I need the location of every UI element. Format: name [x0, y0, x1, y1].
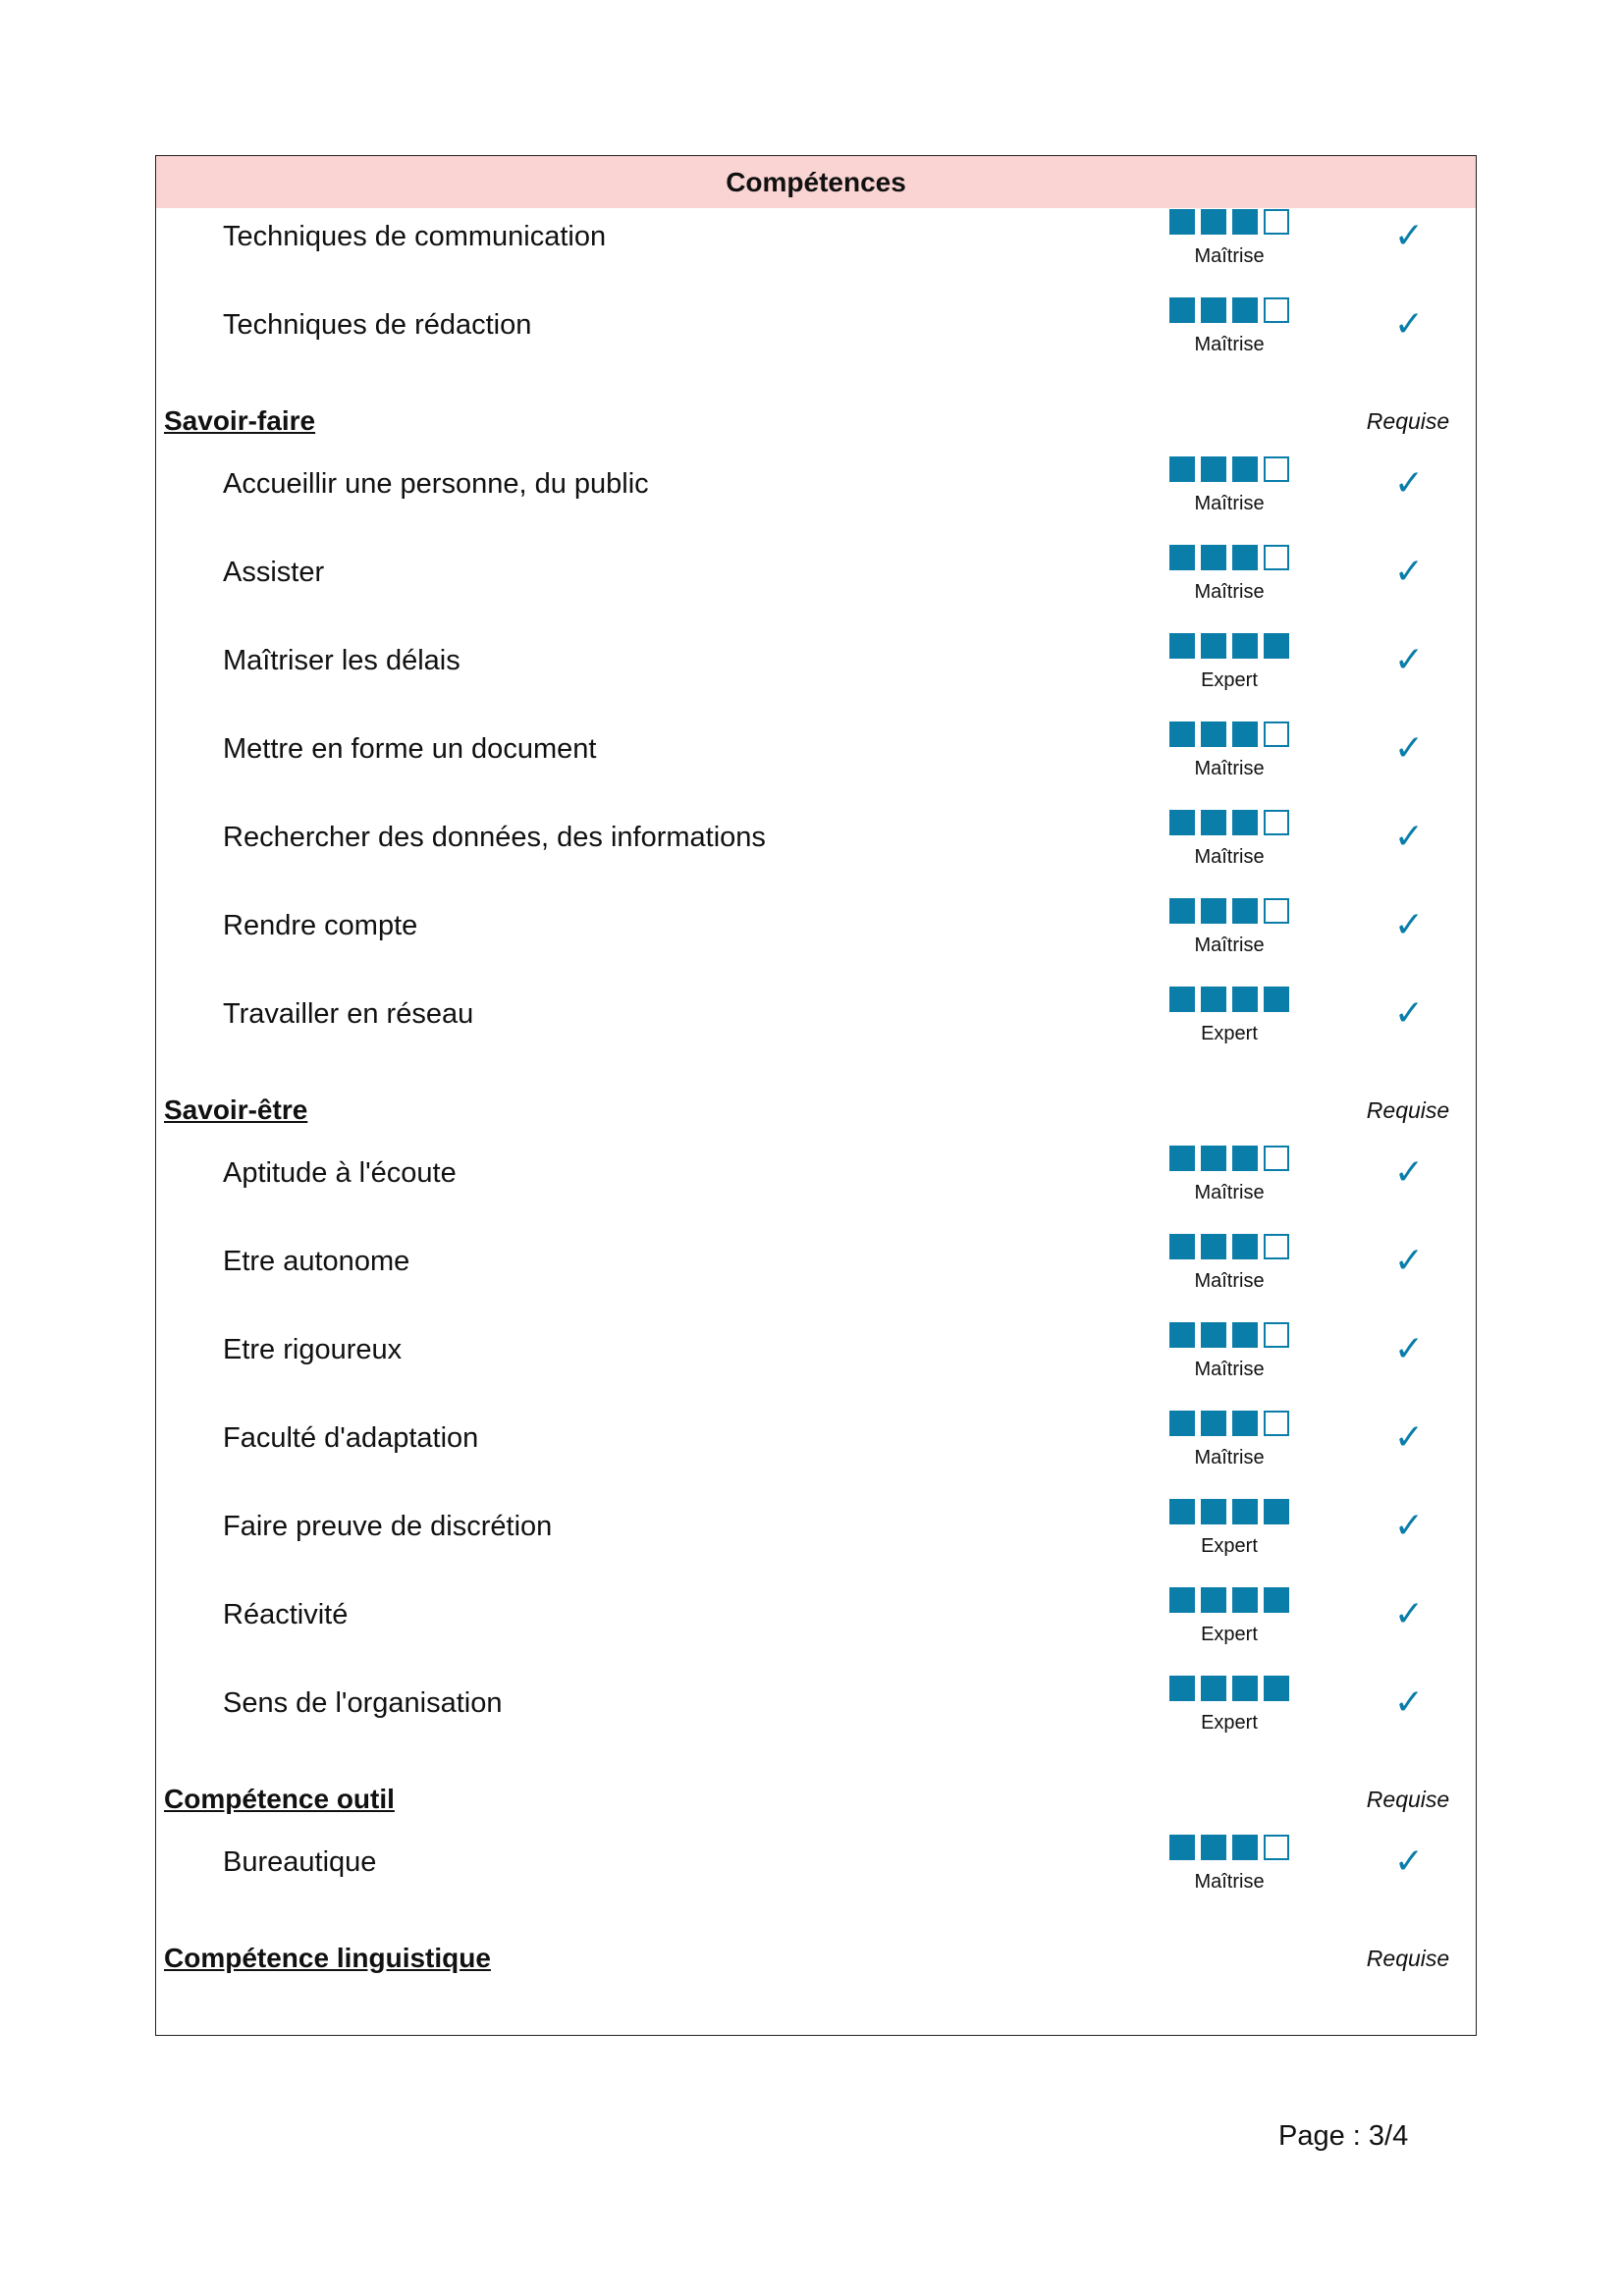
- level-indicator: [1166, 633, 1292, 692]
- competence-row: [156, 640, 1476, 725]
- level-square-icon: [1264, 1587, 1289, 1613]
- level-square-icon: [1232, 1234, 1258, 1259]
- level-square-icon: [1201, 209, 1226, 235]
- level-square-icon: [1232, 721, 1258, 747]
- level-square-icon: [1264, 1411, 1289, 1436]
- level-label: Expert: [1201, 1712, 1258, 1734]
- level-squares: [1166, 1234, 1292, 1259]
- level-label: Maîtrise: [1194, 934, 1265, 956]
- level-square-icon: [1201, 1835, 1226, 1860]
- required-column-label: Requise: [1366, 1787, 1450, 1812]
- checkmark-icon: ✓: [1393, 1682, 1425, 1723]
- competence-row: [156, 216, 1476, 301]
- required-column-label: Requise: [1366, 1097, 1450, 1123]
- level-square-icon: [1201, 898, 1226, 924]
- level-square-icon: [1169, 545, 1195, 570]
- competence-row: [156, 1682, 1476, 1768]
- level-indicator: [1166, 1587, 1292, 1646]
- level-label: Maîtrise: [1194, 334, 1265, 355]
- level-square-icon: [1201, 1676, 1226, 1701]
- level-square-icon: [1201, 633, 1226, 659]
- competence-label: Mettre en forme un document: [223, 733, 597, 765]
- checkmark-icon: ✓: [1393, 993, 1425, 1034]
- level-squares: [1166, 1499, 1292, 1524]
- level-square-icon: [1232, 633, 1258, 659]
- level-label: Maîtrise: [1194, 758, 1265, 779]
- level-label: Maîtrise: [1194, 1182, 1265, 1203]
- checkmark-icon: ✓: [1393, 1842, 1425, 1882]
- level-squares: [1166, 297, 1292, 323]
- level-square-icon: [1201, 810, 1226, 835]
- level-square-icon: [1169, 1499, 1195, 1524]
- level-indicator: [1166, 1146, 1292, 1204]
- level-squares: [1166, 1676, 1292, 1701]
- panel-header: [156, 156, 1476, 208]
- competence-label: Rechercher des données, des informations: [223, 822, 766, 853]
- level-square-icon: [1169, 1146, 1195, 1171]
- level-square-icon: [1169, 721, 1195, 747]
- level-label: Maîtrise: [1194, 493, 1265, 514]
- level-square-icon: [1264, 1234, 1289, 1259]
- level-square-icon: [1201, 1234, 1226, 1259]
- level-square-icon: [1232, 987, 1258, 1012]
- competence-row: [156, 1329, 1476, 1415]
- level-indicator: [1166, 1411, 1292, 1469]
- level-square-icon: [1232, 1676, 1258, 1701]
- level-indicator: [1166, 545, 1292, 604]
- level-label: Maîtrise: [1194, 581, 1265, 603]
- level-square-icon: [1201, 545, 1226, 570]
- level-square-icon: [1264, 1676, 1289, 1701]
- section-title: Savoir-être: [164, 1095, 308, 1125]
- checkmark-icon: ✓: [1393, 1417, 1425, 1458]
- section-header: [156, 1939, 1476, 1978]
- competence-row: [156, 1842, 1476, 1927]
- level-label: Maîtrise: [1194, 1359, 1265, 1380]
- competence-label: Accueillir une personne, du public: [223, 468, 649, 500]
- level-indicator: [1166, 987, 1292, 1045]
- level-square-icon: [1201, 1411, 1226, 1436]
- competence-row: [156, 728, 1476, 814]
- competence-label: Sens de l'organisation: [223, 1687, 503, 1719]
- level-square-icon: [1232, 297, 1258, 323]
- level-label: Maîtrise: [1194, 1447, 1265, 1468]
- checkmark-icon: ✓: [1393, 463, 1425, 504]
- level-square-icon: [1169, 1411, 1195, 1436]
- checkmark-icon: ✓: [1393, 304, 1425, 345]
- competence-label: Assister: [223, 557, 325, 588]
- level-indicator: [1166, 456, 1292, 515]
- level-label: Maîtrise: [1194, 245, 1265, 267]
- level-square-icon: [1169, 633, 1195, 659]
- competences-panel: [155, 155, 1477, 2036]
- competence-row: [156, 817, 1476, 902]
- level-square-icon: [1201, 1587, 1226, 1613]
- level-squares: [1166, 810, 1292, 835]
- level-squares: [1166, 1322, 1292, 1348]
- level-square-icon: [1169, 209, 1195, 235]
- level-indicator: [1166, 1322, 1292, 1381]
- competence-row: [156, 1152, 1476, 1238]
- level-label: Expert: [1201, 1023, 1258, 1044]
- level-label: Maîtrise: [1194, 1871, 1265, 1893]
- level-square-icon: [1169, 987, 1195, 1012]
- level-indicator: [1166, 1676, 1292, 1735]
- level-square-icon: [1264, 545, 1289, 570]
- level-indicator: [1166, 297, 1292, 356]
- level-square-icon: [1264, 1835, 1289, 1860]
- level-indicator: [1166, 898, 1292, 957]
- competence-row: [156, 1506, 1476, 1591]
- competence-label: Travailler en réseau: [223, 998, 474, 1030]
- level-indicator: [1166, 1835, 1292, 1894]
- level-square-icon: [1264, 1146, 1289, 1171]
- level-squares: [1166, 545, 1292, 570]
- competence-label: Faire preuve de discrétion: [223, 1511, 553, 1542]
- competence-row: [156, 463, 1476, 549]
- checkmark-icon: ✓: [1393, 640, 1425, 680]
- competence-row: [156, 552, 1476, 637]
- checkmark-icon: ✓: [1393, 1152, 1425, 1193]
- level-squares: [1166, 987, 1292, 1012]
- level-square-icon: [1169, 810, 1195, 835]
- level-square-icon: [1264, 721, 1289, 747]
- level-square-icon: [1264, 456, 1289, 482]
- competence-label: Faculté d'adaptation: [223, 1422, 479, 1454]
- level-square-icon: [1201, 297, 1226, 323]
- level-indicator: [1166, 721, 1292, 780]
- level-square-icon: [1201, 1146, 1226, 1171]
- level-square-icon: [1169, 297, 1195, 323]
- level-indicator: [1166, 810, 1292, 869]
- level-squares: [1166, 633, 1292, 659]
- checkmark-icon: ✓: [1393, 216, 1425, 256]
- required-column-label: Requise: [1366, 408, 1450, 434]
- competence-row: [156, 1241, 1476, 1326]
- level-square-icon: [1169, 1234, 1195, 1259]
- level-square-icon: [1232, 1587, 1258, 1613]
- level-label: Expert: [1201, 1624, 1258, 1645]
- level-square-icon: [1169, 1322, 1195, 1348]
- competence-label: Rendre compte: [223, 910, 418, 941]
- level-squares: [1166, 1835, 1292, 1860]
- section-title: Savoir-faire: [164, 405, 316, 436]
- level-square-icon: [1264, 1322, 1289, 1348]
- level-square-icon: [1264, 1499, 1289, 1524]
- competence-label: Etre autonome: [223, 1246, 410, 1277]
- competence-label: Aptitude à l'écoute: [223, 1157, 457, 1189]
- panel-title: Compétences: [726, 166, 906, 197]
- checkmark-icon: ✓: [1393, 1329, 1425, 1369]
- competence-label: Bureautique: [223, 1846, 377, 1878]
- level-square-icon: [1201, 1322, 1226, 1348]
- competence-label: Maîtriser les délais: [223, 645, 460, 676]
- level-square-icon: [1201, 456, 1226, 482]
- level-squares: [1166, 1146, 1292, 1171]
- section-title: Compétence outil: [164, 1784, 395, 1814]
- competence-row: [156, 1417, 1476, 1503]
- level-square-icon: [1201, 1499, 1226, 1524]
- level-squares: [1166, 456, 1292, 482]
- page-number: Page : 3/4: [1278, 2120, 1409, 2152]
- competence-label: Réactivité: [223, 1599, 349, 1630]
- competence-label: Techniques de communication: [223, 221, 607, 252]
- level-square-icon: [1264, 633, 1289, 659]
- level-label: Expert: [1201, 1535, 1258, 1557]
- competence-label: Etre rigoureux: [223, 1334, 403, 1365]
- level-squares: [1166, 1587, 1292, 1613]
- checkmark-icon: ✓: [1393, 552, 1425, 592]
- checkmark-icon: ✓: [1393, 1594, 1425, 1634]
- level-indicator: [1166, 1499, 1292, 1558]
- competence-row: [156, 1594, 1476, 1680]
- competence-row: [156, 304, 1476, 390]
- level-squares: [1166, 209, 1292, 235]
- level-square-icon: [1232, 1499, 1258, 1524]
- section-header: [156, 1780, 1476, 1819]
- competence-row: [156, 993, 1476, 1079]
- level-square-icon: [1232, 810, 1258, 835]
- checkmark-icon: ✓: [1393, 817, 1425, 857]
- required-column-label: Requise: [1366, 1946, 1450, 1971]
- checkmark-icon: ✓: [1393, 1241, 1425, 1281]
- level-square-icon: [1169, 1587, 1195, 1613]
- level-square-icon: [1232, 898, 1258, 924]
- level-square-icon: [1201, 987, 1226, 1012]
- level-square-icon: [1169, 1676, 1195, 1701]
- level-square-icon: [1264, 297, 1289, 323]
- level-square-icon: [1264, 810, 1289, 835]
- level-square-icon: [1264, 987, 1289, 1012]
- section-header: [156, 1091, 1476, 1130]
- level-square-icon: [1232, 1146, 1258, 1171]
- level-label: Expert: [1201, 669, 1258, 691]
- checkmark-icon: ✓: [1393, 1506, 1425, 1546]
- level-square-icon: [1264, 209, 1289, 235]
- level-square-icon: [1232, 456, 1258, 482]
- level-squares: [1166, 1411, 1292, 1436]
- section-header: [156, 401, 1476, 441]
- level-square-icon: [1232, 1411, 1258, 1436]
- level-square-icon: [1232, 1322, 1258, 1348]
- level-square-icon: [1232, 1835, 1258, 1860]
- level-square-icon: [1201, 721, 1226, 747]
- level-square-icon: [1232, 209, 1258, 235]
- section-title: Compétence linguistique: [164, 1943, 491, 1973]
- level-squares: [1166, 898, 1292, 924]
- level-squares: [1166, 721, 1292, 747]
- level-square-icon: [1232, 545, 1258, 570]
- competence-label: Techniques de rédaction: [223, 309, 532, 341]
- checkmark-icon: ✓: [1393, 905, 1425, 945]
- competence-row: [156, 905, 1476, 990]
- level-indicator: [1166, 209, 1292, 268]
- level-indicator: [1166, 1234, 1292, 1293]
- level-label: Maîtrise: [1194, 1270, 1265, 1292]
- level-square-icon: [1169, 898, 1195, 924]
- checkmark-icon: ✓: [1393, 728, 1425, 769]
- level-label: Maîtrise: [1194, 846, 1265, 868]
- level-square-icon: [1169, 456, 1195, 482]
- level-square-icon: [1169, 1835, 1195, 1860]
- level-square-icon: [1264, 898, 1289, 924]
